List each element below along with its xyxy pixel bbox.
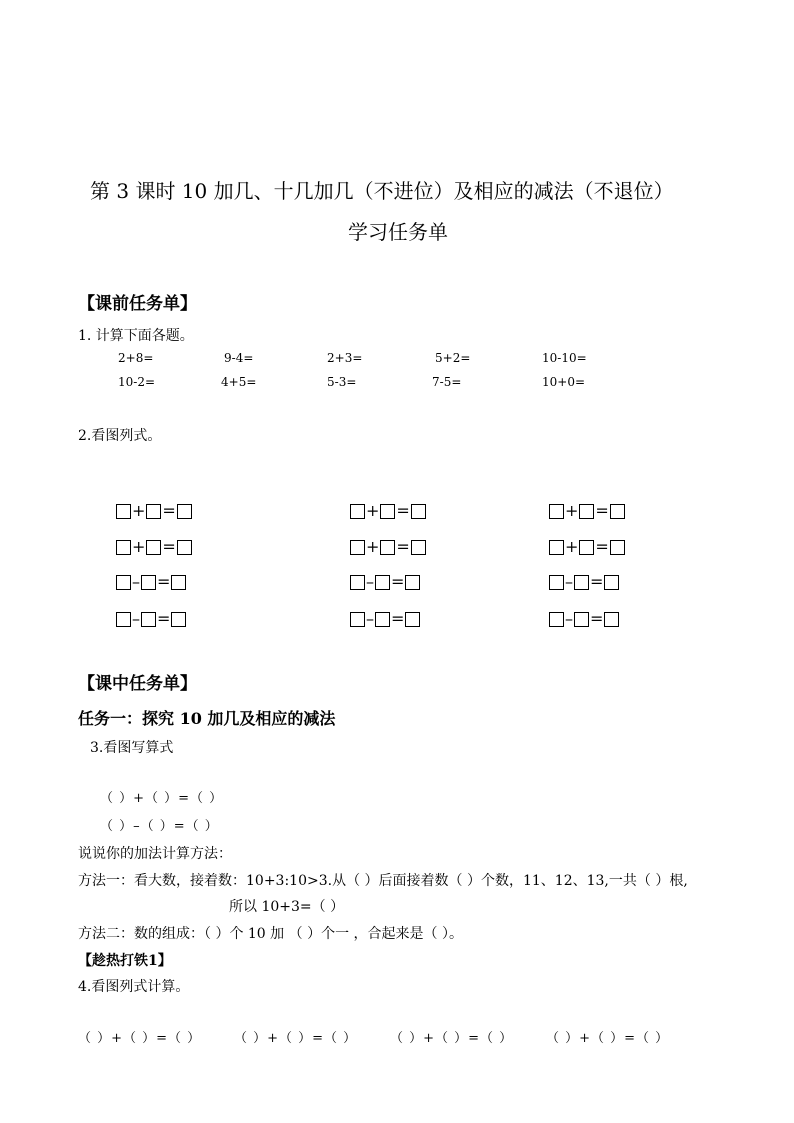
plus-sign: + bbox=[132, 537, 146, 556]
answer-box[interactable] bbox=[610, 540, 625, 555]
answer-box[interactable] bbox=[405, 575, 420, 590]
equals-sign: = bbox=[595, 537, 609, 556]
minus-sign: – bbox=[565, 572, 573, 591]
answer-box[interactable] bbox=[549, 575, 564, 590]
calc-item: 10+0= bbox=[542, 375, 586, 389]
answer-box[interactable] bbox=[350, 575, 365, 590]
plus-sign: + bbox=[366, 537, 380, 556]
answer-box[interactable] bbox=[146, 540, 161, 555]
box-equation bbox=[549, 611, 619, 627]
method-intro: 说说你的加法计算方法： bbox=[78, 846, 232, 862]
method-2: 方法二：数的组成：（ ）个 10 加 （ ）个一 ，合起来是（ ）。 bbox=[78, 926, 463, 942]
answer-box[interactable] bbox=[574, 575, 589, 590]
answer-box[interactable] bbox=[350, 504, 365, 519]
question-3-prompt: 3.看图写算式 bbox=[90, 740, 174, 756]
answer-box[interactable] bbox=[610, 504, 625, 519]
task-1-title: 任务一：探究 10 加几及相应的减法 bbox=[78, 709, 336, 728]
q4-blank-4[interactable]: （ ）+（ ）=（ ） bbox=[546, 1031, 670, 1046]
answer-box[interactable] bbox=[604, 575, 619, 590]
calc-item: 2+3= bbox=[327, 351, 363, 365]
plus-sign: + bbox=[132, 501, 146, 520]
box-equation bbox=[350, 574, 420, 590]
calc-item: 9-4= bbox=[224, 351, 254, 365]
q4-blank-3[interactable]: （ ）+（ ）=（ ） bbox=[390, 1031, 514, 1046]
box-equation bbox=[116, 574, 186, 590]
in-class-heading: 【课中任务单】 bbox=[78, 674, 197, 694]
answer-box[interactable] bbox=[171, 575, 186, 590]
equals-sign: = bbox=[590, 609, 604, 628]
question-2-prompt: 2.看图列式。 bbox=[78, 428, 162, 444]
equals-sign: = bbox=[157, 572, 171, 591]
lesson-title: 第 3 课时 10 加几、十几加几（不进位）及相应的减法（不退位） bbox=[90, 179, 674, 203]
minus-sign: – bbox=[366, 609, 374, 628]
answer-box[interactable] bbox=[549, 540, 564, 555]
answer-box[interactable] bbox=[350, 612, 365, 627]
box-equation bbox=[350, 611, 420, 627]
answer-box[interactable] bbox=[549, 504, 564, 519]
q4-blank-2[interactable]: （ ）+（ ）=（ ） bbox=[234, 1031, 358, 1046]
worksheet-subtitle: 学习任务单 bbox=[348, 220, 448, 244]
equals-sign: = bbox=[391, 572, 405, 591]
plus-sign: + bbox=[565, 501, 579, 520]
calc-item: 5+2= bbox=[435, 351, 471, 365]
practice-heading: 【趁热打铁1】 bbox=[78, 953, 172, 969]
answer-box[interactable] bbox=[574, 612, 589, 627]
answer-box[interactable] bbox=[146, 504, 161, 519]
calc-item: 5-3= bbox=[327, 375, 357, 389]
box-equation bbox=[549, 574, 619, 590]
answer-box[interactable] bbox=[177, 504, 192, 519]
calc-item: 7-5= bbox=[432, 375, 462, 389]
answer-box[interactable] bbox=[375, 575, 390, 590]
equals-sign: = bbox=[391, 609, 405, 628]
answer-box[interactable] bbox=[405, 612, 420, 627]
answer-box[interactable] bbox=[549, 612, 564, 627]
answer-box[interactable] bbox=[375, 612, 390, 627]
answer-box[interactable] bbox=[579, 540, 594, 555]
q4-blank-1[interactable]: （ ）+（ ）=（ ） bbox=[78, 1031, 202, 1046]
equals-sign: = bbox=[590, 572, 604, 591]
equals-sign: = bbox=[157, 609, 171, 628]
answer-box[interactable] bbox=[579, 504, 594, 519]
calc-item: 4+5= bbox=[221, 375, 257, 389]
calc-item: 2+8= bbox=[118, 351, 154, 365]
answer-box[interactable] bbox=[177, 540, 192, 555]
minus-sign: – bbox=[132, 609, 140, 628]
equals-sign: = bbox=[396, 501, 410, 520]
method-1: 方法一：看大数，接着数：10+3:10>3.从（ ）后面接着数（ ）个数，11、12、13,一共（ ）根, bbox=[78, 873, 688, 889]
calc-item: 10-10= bbox=[542, 351, 587, 365]
answer-box[interactable] bbox=[116, 504, 131, 519]
box-equation bbox=[549, 503, 625, 519]
answer-box[interactable] bbox=[116, 575, 131, 590]
box-equation bbox=[116, 611, 186, 627]
subtraction-blank-row[interactable]: （ ）–（ ）=（ ） bbox=[100, 819, 219, 834]
equals-sign: = bbox=[162, 537, 176, 556]
equals-sign: = bbox=[396, 537, 410, 556]
pre-class-heading: 【课前任务单】 bbox=[78, 294, 197, 314]
minus-sign: – bbox=[565, 609, 573, 628]
answer-box[interactable] bbox=[141, 612, 156, 627]
answer-box[interactable] bbox=[604, 612, 619, 627]
box-equation bbox=[549, 539, 625, 555]
answer-box[interactable] bbox=[350, 540, 365, 555]
answer-box[interactable] bbox=[116, 540, 131, 555]
minus-sign: – bbox=[366, 572, 374, 591]
answer-box[interactable] bbox=[380, 540, 395, 555]
question-4-prompt: 4.看图列式计算。 bbox=[78, 979, 190, 995]
answer-box[interactable] bbox=[116, 612, 131, 627]
equals-sign: = bbox=[595, 501, 609, 520]
box-equation bbox=[116, 503, 192, 519]
answer-box[interactable] bbox=[171, 612, 186, 627]
calc-item: 10-2= bbox=[118, 375, 156, 389]
method-1-continued: 所以 10+3=（ ） bbox=[229, 899, 345, 915]
box-equation bbox=[350, 503, 426, 519]
question-1-prompt: 1. 计算下面各题。 bbox=[78, 328, 194, 344]
minus-sign: – bbox=[132, 572, 140, 591]
equals-sign: = bbox=[162, 501, 176, 520]
answer-box[interactable] bbox=[411, 504, 426, 519]
plus-sign: + bbox=[366, 501, 380, 520]
answer-box[interactable] bbox=[380, 504, 395, 519]
plus-sign: + bbox=[565, 537, 579, 556]
box-equation bbox=[350, 539, 426, 555]
addition-blank-row[interactable]: （ ）+（ ）=（ ） bbox=[100, 791, 224, 806]
answer-box[interactable] bbox=[411, 540, 426, 555]
box-equation bbox=[116, 539, 192, 555]
answer-box[interactable] bbox=[141, 575, 156, 590]
